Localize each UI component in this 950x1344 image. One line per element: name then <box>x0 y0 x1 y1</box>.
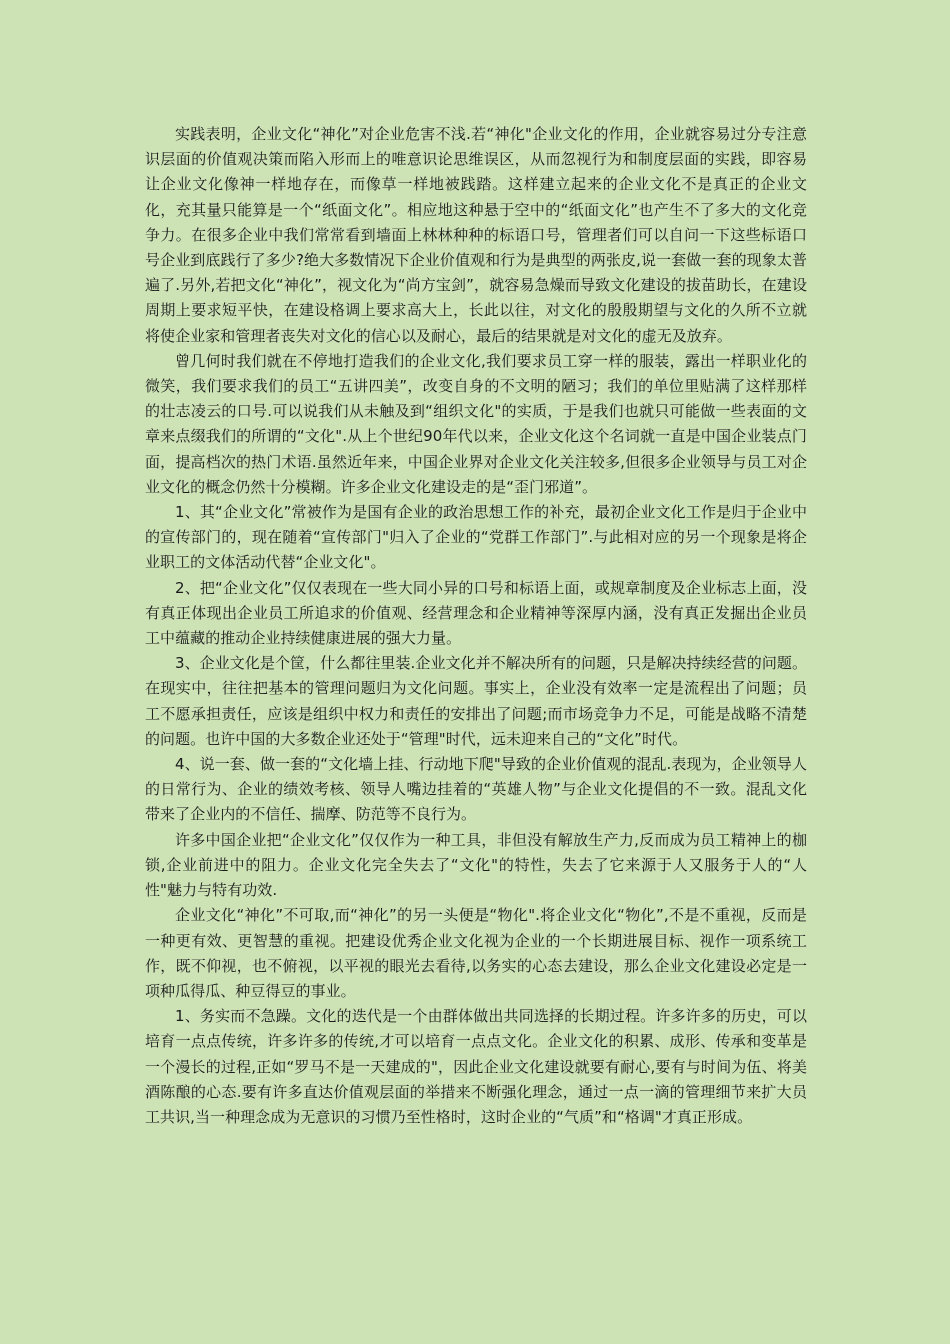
paragraph-point-3-basket: 3、企业文化是个筐，什么都往里装.企业文化并不解决所有的问题，只是解决持续经营的问题。在现实中，往往把基本的管理问题归为文化问题。事实上，企业没有效率一定是流程出了问题；员工不愿承担责任，应该是组织中权力和责任的安排出了问题;而市场竞争力不足，可能是战略不清楚的问题。也许中国的大多数企业还处于“管理"时代，远未迎来自己的“文化”时代。 <box>145 654 807 748</box>
paragraph-point-4-confusion: 4、说一套、做一套的“文化墙上挂、行动地下爬"导致的企业价值观的混乱.表现为，企业领导人的日常行为、企业的绩效考核、领导人嘴边挂着的“英雄人物”与企业文化提倡的不一致。混乱文化带来了企业内的不信任、揣摩、防范等不良行为。 <box>145 755 807 824</box>
paragraph-build-culture: 曾几何时我们就在不停地打造我们的企业文化,我们要求员工穿一样的服装，露出一样职业化的微笑，我们要求我们的员工“五讲四美”，改变自身的不文明的陋习；我们的单位里贴满了这样那样的壮志凌云的口号.可以说我们从未触及到“组织文化"的实质，于是我们也就只可能做一些表面的文章来点缀我们的所谓的“文化".从上个世纪90年代以来，企业文化这个名词就一直是中国企业装点门面，提高档次的热门术语.虽然近年来，中国企业界对企业文化关注较多,但很多企业领导与员工对企业文化的概念仍然十分模糊。许多企业文化建设走的是“歪门邪道”。 <box>145 351 807 496</box>
document-body <box>145 122 807 1130</box>
paragraph-point-1-political: 1、其“企业文化”常被作为是国有企业的政治思想工作的补充，最初企业文化工作是归于企业中的宣传部门的，现在随着“宣传部门"归入了企业的“党群工作部门”.与此相对应的另一个现象是将企业职工的文体活动代替“企业文化"。 <box>145 503 807 572</box>
paragraph-pragmatic-patient: 1、务实而不急躁。文化的迭代是一个由群体做出共同选择的长期过程。许多许多的历史，可以培育一点点传统，许多许多的传统,才可以培育一点点文化。企业文化的积累、成形、传承和变革是一个漫长的过程,正如“罗马不是一天建成的"，因此企业文化建设就要有耐心,要有与时间为伍、将美酒陈酿的心态.要有许多直达价值观层面的举措来不断强化理念，通过一点一滴的管理细节来扩大员工共识,当一种理念成为无意识的习惯乃至性格时，这时企业的“气质”和“格调"才真正形成。 <box>145 1007 807 1126</box>
paragraph-tool-shackles: 许多中国企业把“企业文化”仅仅作为一种工具，非但没有解放生产力,反而成为员工精神上的枷锁,企业前进中的阻力。企业文化完全失去了“文化"的特性，失去了它来源于人又服务于人的“人性"魅力与特有功效. <box>145 830 807 900</box>
paragraph-shenhua-harm: 实践表明，企业文化“神化”对企业危害不浅.若“神化"企业文化的作用，企业就容易过分专注意识层面的价值观决策而陷入形而上的唯意识论思维误区，从而忽视行为和制度层面的实践，即容易让企业文化像神一样地存在，而像草一样地被践踏。这样建立起来的企业文化不是真正的企业文化，充其量只能算是一个“纸面文化”。相应地这种悬于空中的“纸面文化”也产生不了多大的文化竞争力。在很多企业中我们常常看到墙面上林林种种的标语口号，管理者们可以自问一下这些标语口号企业到底践行了多少?绝大多数情况下企业价值观和行为是典型的两张皮,说一套做一套的现象太普遍了.另外,若把文化“神化”，视文化为“尚方宝剑”，就容易急燥而导致文化建设的拔苗助长，在建设周期上要求短平快，在建设格调上要求高大上，长此以往，对文化的殷殷期望与文化的久所不立就将使企业家和管理者丧失对文化的信心以及耐心，最后的结果就是对文化的虚无及放弃。 <box>145 125 807 345</box>
paragraph-wuhua: 企业文化“神化”不可取,而“神化”的另一头便是“物化".将企业文化“物化”,不是不重视，反而是一种更有效、更智慧的重视。把建设优秀企业文化视为企业的一个长期进展目标、视作一项系统工作，既不仰视，也不俯视，以平视的眼光去看待,以务实的心态去建设，那么企业文化建设必定是一项种瓜得瓜、种豆得豆的事业。 <box>145 906 807 1000</box>
paragraph-point-2-slogans: 2、把“企业文化”仅仅表现在一些大同小异的口号和标语上面，或规章制度及企业标志上面，没有真正体现出企业员工所追求的价值观、经营理念和企业精神等深厚内涵，没有真正发掘出企业员工中蕴藏的推动企业持续健康进展的强大力量。 <box>145 578 807 648</box>
